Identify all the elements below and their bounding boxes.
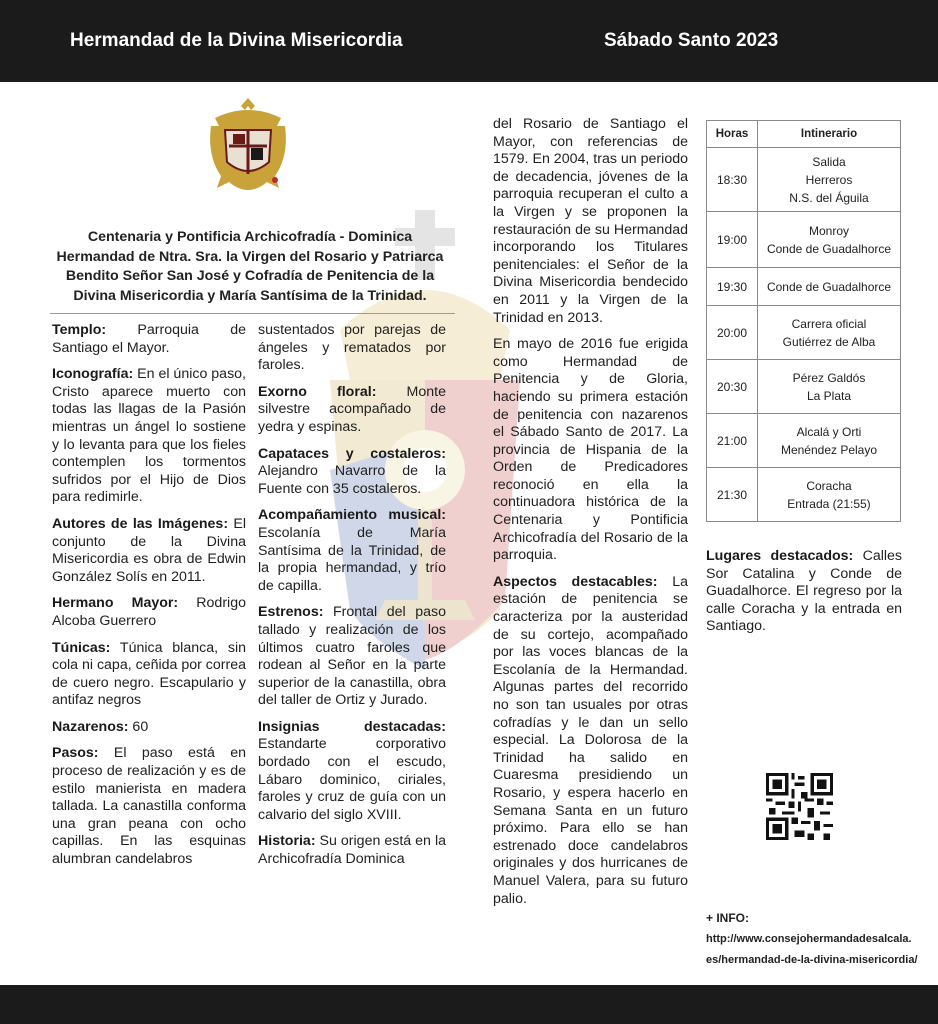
route-cell: Pérez Galdós La Plata: [758, 360, 901, 414]
text-column-1: [52, 322, 246, 878]
paragraph-capataces: Capataces y costaleros: Alejandro Navarro de la Fuente con 35 costaleros.: [258, 445, 446, 497]
brotherhood-title: Hermandad de la Divina Misericordia: [70, 30, 403, 51]
hour-cell: 20:00: [707, 306, 758, 360]
column-header-route: Intinerario: [758, 121, 901, 148]
table-row: [707, 306, 901, 360]
text-column-2: [258, 322, 446, 878]
paragraph-aspectos: Aspectos destacables: La estación de penitencia se caracteriza por la austeridad de su cortejo, acompañado por las voces blancas de la Escolanía de la Hermandad. Algunas partes del recorrido no son tan usuales por otras cofradías y le dan un sello especial. La Dolorosa de la Trinidad ha salido en Cuaresma presidiendo un Rosario, y espera hacerlo en Semana Santa en un futuro próximo. Para ello se han estrenado doce candelabros originales y dos hurricanes de Manuel Valera, para su futuro palio.: [493, 573, 688, 907]
subtitle-line: Centenaria y Pontificia Archicofradía - Dominica: [87, 229, 413, 245]
event-title: Sábado Santo 2023: [604, 30, 779, 51]
qr-code-icon: [766, 773, 833, 840]
table-row: [707, 468, 901, 522]
paragraph-musica: Acompañamiento musical: Escolanía de María Santísima de la Trinidad, de la propia hermandad, y trío de capilla.: [258, 507, 446, 594]
route-cell: Salida Herreros N.S. del Águila: [758, 148, 901, 212]
subtitle-line: Bendito Señor San José y Cofradía de Penitencia de la: [65, 268, 435, 284]
table-row: [707, 360, 901, 414]
route-cell: Alcalá y Orti Menéndez Pelayo: [758, 414, 901, 468]
table-row: [707, 212, 901, 268]
hour-cell: 20:30: [707, 360, 758, 414]
more-info-block: [706, 908, 918, 971]
header-bar: [0, 0, 938, 82]
paragraph-historia: Historia: Su origen está en la Archicofradía Dominica: [258, 833, 446, 868]
paragraph-pasos: Pasos: El paso está en proceso de realización y es de estilo manierista en madera tallada. La canastilla conforma una gran peana con ocho capillas. En las esquinas alumbran candelabros: [52, 745, 246, 868]
subtitle-line: Hermandad de Ntra. Sra. la Virgen del Rosario y Patriarca: [56, 248, 444, 265]
hour-cell: 21:00: [707, 414, 758, 468]
paragraph-lugares: Lugares destacados: Calles Sor Catalina y Conde de Guadalhorce. El regreso por la calle Coracha y la entrada en Santiago.: [706, 548, 902, 635]
hour-cell: 21:30: [707, 468, 758, 522]
text-column-4: [706, 548, 902, 645]
divider: [50, 313, 455, 314]
subtitle-line: Divina Misericordia y María Santísima de la Trinidad.: [73, 287, 427, 304]
paragraph-insignias: Insignias destacadas: Estandarte corporativo bordado con el escudo, Lábaro dominico, ciriales, faroles y cruz de guía con un calvario del siglo XVIII.: [258, 718, 446, 823]
column-header-hours: Horas: [707, 121, 758, 148]
text-column-3: [493, 116, 688, 917]
paragraph-iconografia: Iconografía: En el único paso, Cristo aparece muerto con todas las llagas de la Pasión mientras un ángel lo sostiene y lo levanta para que los fieles contemplen los tormentos sufridos por el Hijo de Dios para redimirle.: [52, 366, 246, 506]
paragraph-hermano-mayor: Hermano Mayor: Rodrigo Alcoba Guerrero: [52, 595, 246, 629]
brotherhood-crest-icon: [207, 96, 289, 200]
paragraph-templo: Templo: Parroquia de Santiago el Mayor.: [52, 322, 246, 356]
hour-cell: 18:30: [707, 148, 758, 212]
table-row: [707, 148, 901, 212]
paragraph-erection: En mayo de 2016 fue erigida como Hermandad de Penitencia y de Gloria, haciendo su primera estación de penitencia con nazarenos el Sábado Santo de 2017. La provincia de Hispania de la Orden de Predicadores reconoció en ella la continuadora histórica de la Centenaria y Pontificia Archicofradía del Rosario de la parroquia.: [493, 336, 688, 564]
paragraph-nazarenos: Nazarenos: 60: [52, 718, 149, 735]
route-cell: Monroy Conde de Guadalhorce: [758, 212, 901, 268]
paragraph-autores: Autores de las Imágenes: El conjunto de la Divina Misericordia es obra de Edwin González Solís en 2011.: [52, 515, 246, 585]
brotherhood-full-name: [40, 228, 460, 306]
itinerary-table: [706, 120, 901, 522]
more-info-label: + INFO:: [706, 911, 750, 925]
hour-cell: 19:00: [707, 212, 758, 268]
paragraph-historia-cont: del Rosario de Santiago el Mayor, con referencias de 1579. En 2004, tras un periodo de decadencia, jóvenes de la parroquia recuperan el culto a la Virgen y se proponen la restauración de su Hermandad incorporando los Titulares penitenciales: el Señor de la Divina Misericordia bendecido en 2011 y la Virgen de la Trinidad en 2013.: [493, 116, 688, 326]
route-cell: Carrera oficial Gutiérrez de Alba: [758, 306, 901, 360]
paragraph-tunicas: Túnicas: Túnica blanca, sin cola ni capa, ceñida por correa de cuero negro. Escapulario y antifaz negros: [52, 639, 247, 709]
info-url-link[interactable]: http://www.consejohermandadesalcala. es/hermandad-de-la-divina-misericordia/: [706, 933, 918, 966]
footer-bar: [0, 985, 938, 1024]
paragraph-exorno: Exorno floral: Monte silvestre acompañado de yedra y espinas.: [258, 383, 446, 435]
table-row: [707, 268, 901, 306]
table-row: [707, 414, 901, 468]
route-cell: Conde de Guadalhorce: [758, 268, 901, 306]
paragraph-estrenos: Estrenos: Frontal del paso tallado y realización de los últimos cuatro faroles que rodean al Señor en la parte superior de la canastilla, obra del taller de Ortiz y Jurado.: [258, 604, 446, 709]
table-header-row: [707, 121, 901, 148]
hour-cell: 19:30: [707, 268, 758, 306]
paragraph-pasos-cont: sustentados por parejas de ángeles y rematados por faroles.: [258, 322, 446, 374]
route-cell: Coracha Entrada (21:55): [758, 468, 901, 522]
